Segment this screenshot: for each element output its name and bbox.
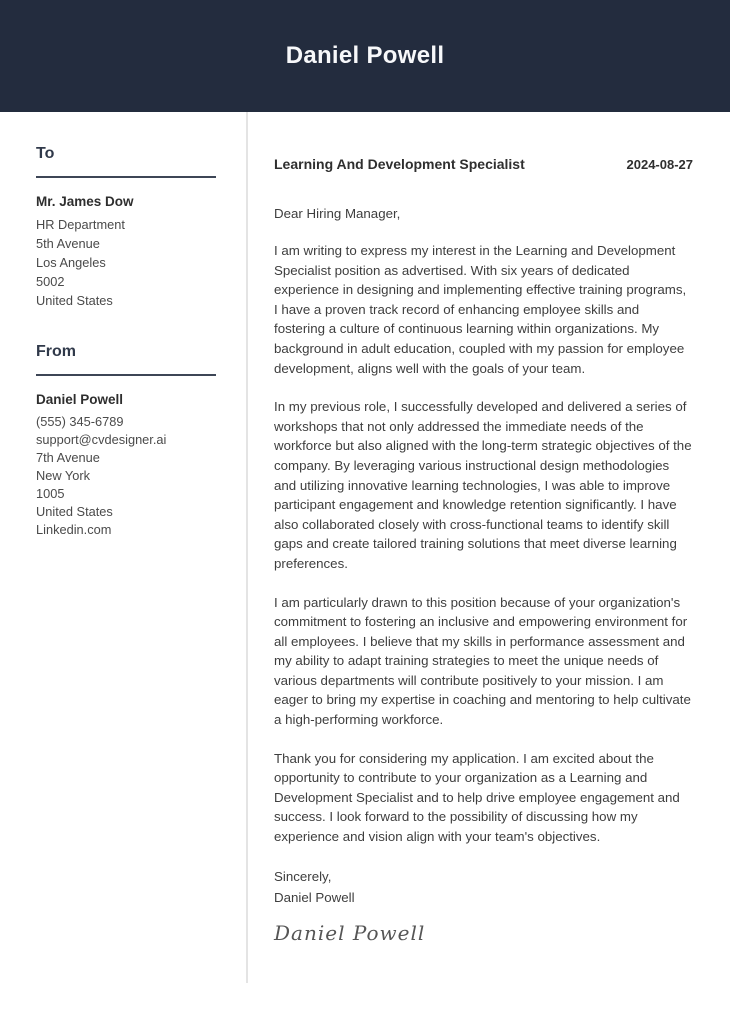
- to-heading-rule: [36, 176, 216, 178]
- job-title: Learning And Development Specialist: [274, 156, 525, 172]
- page-title: Daniel Powell: [285, 42, 445, 69]
- sender-email: support@cvdesigner.ai: [36, 432, 167, 447]
- from-section: [36, 343, 216, 539]
- sender-linkedin: Linkedin.com: [36, 522, 112, 537]
- paragraph-motivation: I am particularly drawn to this position because of your organization's commitment to fostering an inclusive and empowering environment for all employees. I believe that my skills in performance assessment and my ability to adapt training strategies to meet the unique needs of various departments will contribute positively to your mission. I am eager to bring my expertise in coaching and mentoring to help cultivate a high-performing workforce.: [274, 594, 691, 728]
- header-banner: [0, 0, 730, 112]
- greeting: Dear Hiring Manager,: [274, 206, 401, 221]
- sender-name: Daniel Powell: [36, 392, 124, 407]
- recipient-city: Los Angeles: [36, 255, 106, 270]
- handwritten-signature: Daniel Powell: [274, 920, 426, 945]
- recipient-postal-code: 5002: [36, 274, 65, 289]
- sidebar: [0, 112, 246, 983]
- to-heading: To: [36, 145, 55, 162]
- content-area: [0, 112, 730, 983]
- sender-city: New York: [36, 468, 91, 483]
- to-section: [36, 145, 216, 310]
- recipient-department: HR Department: [36, 217, 125, 232]
- letter-body: [248, 112, 730, 983]
- closing-name: Daniel Powell: [274, 889, 355, 905]
- letter-head: [274, 156, 693, 172]
- paragraph-experience: In my previous role, I successfully developed and delivered a series of workshops that not only addressed the immediate needs of the workforce but also aligned with the long-term strategic objectives of the company. By leveraging various instructional design methodologies and utilizing innovative learning technologies, I was able to improve participant engagement and knowledge retention significantly. I have also collaborated closely with cross-functional teams to identify skill gaps and create tailored training solutions that meet diverse learning preferences.: [274, 399, 692, 571]
- sender-postal-code: 1005: [36, 486, 65, 501]
- recipient-name: Mr. James Dow: [36, 194, 134, 209]
- sender-country: United States: [36, 504, 113, 519]
- paragraph-thanks: Thank you for considering my application. I am excited about the opportunity to contribute to your organization as a Learning and Development Specialist and to help drive employee engagement and success. I look forward to the possibility of discussing how my experience and vision align with your team's objectives.: [274, 750, 680, 845]
- recipient-country: United States: [36, 293, 113, 308]
- recipient-street: 5th Avenue: [36, 236, 100, 251]
- from-heading-rule: [36, 374, 216, 376]
- sender-street: 7th Avenue: [36, 450, 100, 465]
- from-heading: From: [36, 343, 76, 360]
- closing-salutation: Sincerely,: [274, 868, 332, 884]
- closing-block: [274, 866, 693, 908]
- sender-phone: (555) 345-6789: [36, 414, 124, 429]
- paragraph-intro: I am writing to express my interest in the Learning and Development Specialist position as advertised. With six years of dedicated experience in designing and implementing effective training programs, I have a proven track record of enhancing employee skills and fostering a culture of continuous learning within organizations. My background in adult education, coupled with my passion for employee development, aligns well with the goals of your team.: [274, 243, 687, 376]
- letter-date: 2024-08-27: [626, 157, 693, 172]
